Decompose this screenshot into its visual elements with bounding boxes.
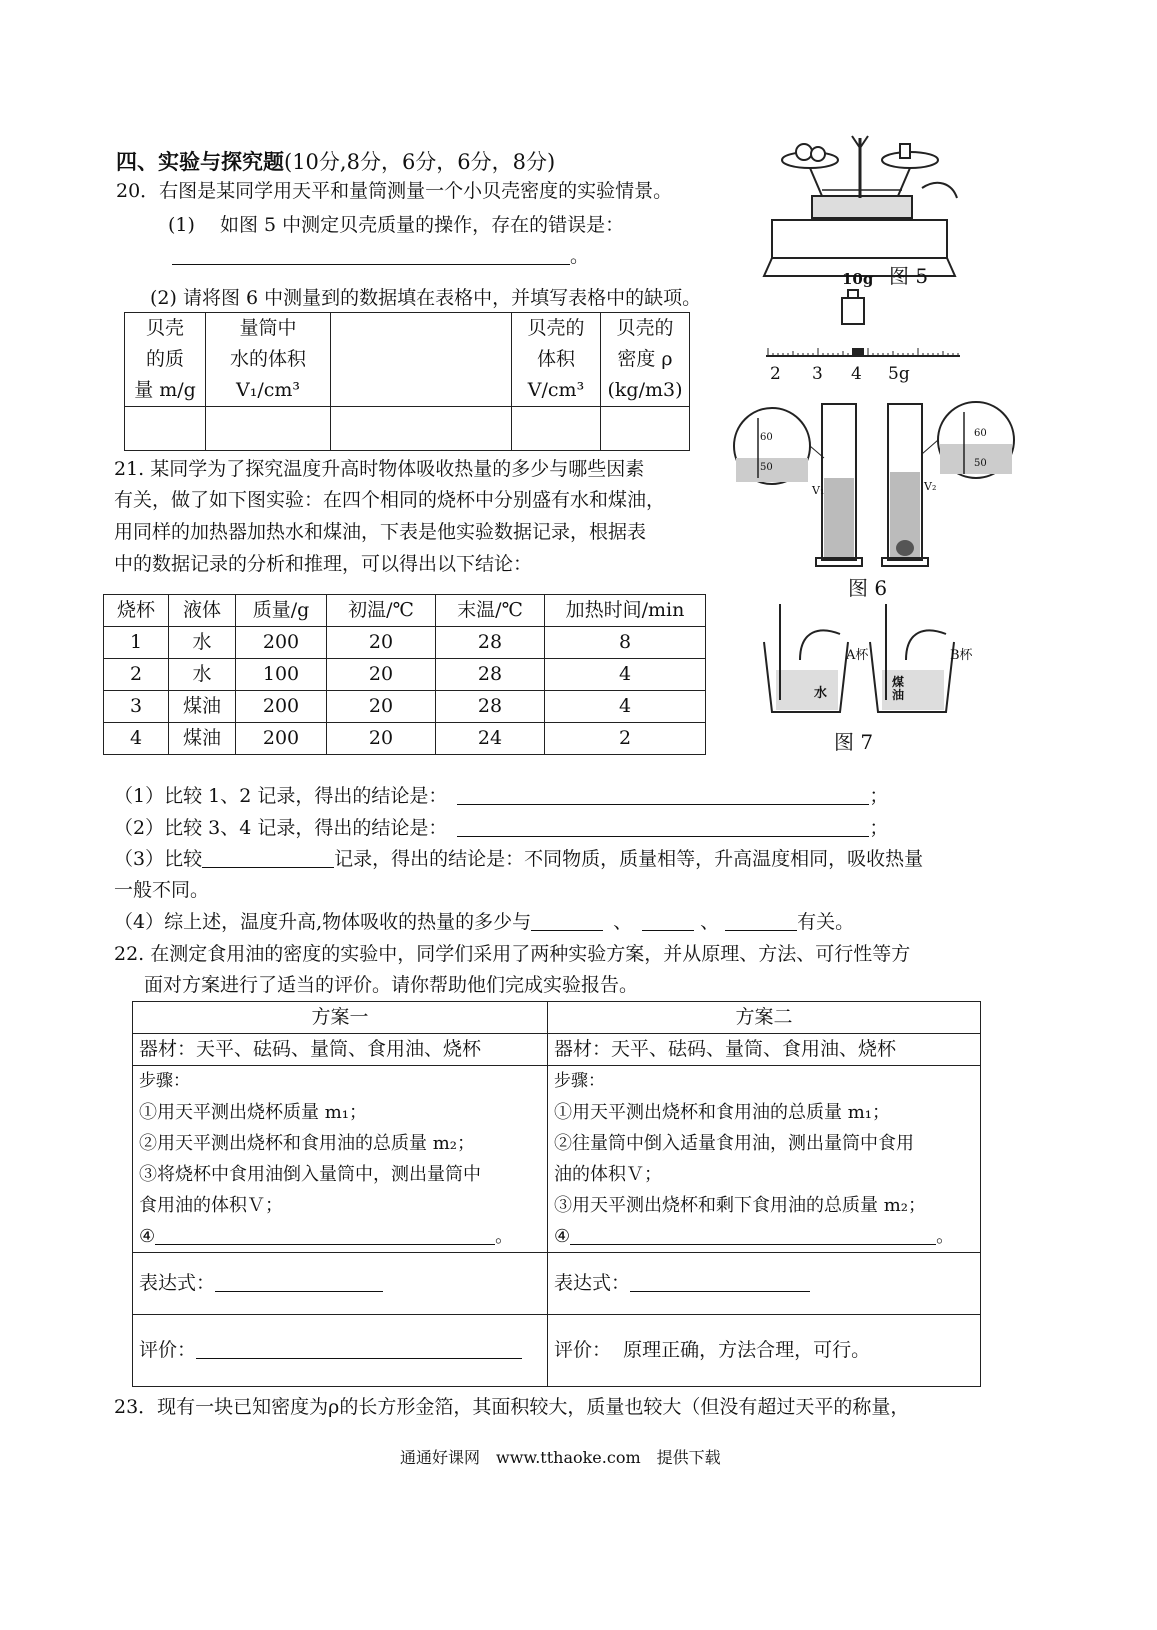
answer-blank[interactable] — [155, 1222, 495, 1245]
fig6-label: 图 6 — [848, 576, 888, 600]
beaker-a-liquid: 水 — [814, 686, 828, 701]
header-shell-mass: 贝壳 的质 量 m/g — [125, 313, 206, 407]
q21-c3-cont: 一般不同。 — [114, 879, 210, 901]
cell: 20 — [327, 723, 436, 755]
cell: 4 — [545, 659, 706, 691]
answer-blank[interactable] — [196, 1336, 522, 1359]
q22-intro-1: 22. 在测定食用油的密度的实验中，同学们采用了两种实验方案，并从原理、方法、可行性等方 — [114, 943, 911, 965]
header-shell-density: 贝壳的 密度 ρ (kg/m3) — [601, 313, 690, 407]
cyl-left-mark-60: 60 — [760, 432, 773, 443]
cell: 4 — [545, 691, 706, 723]
plan2-evaluation: 评价： 原理正确，方法合理，可行。 — [548, 1315, 981, 1387]
answer-blank[interactable] — [642, 908, 694, 931]
q20-shell-table — [124, 312, 690, 451]
answer-blank[interactable] — [172, 242, 570, 265]
section-points: (10分,8分，6分，6分，8分) — [284, 150, 556, 174]
scale-label-2: 2 — [770, 364, 781, 384]
cell: 4 — [104, 723, 169, 755]
v1-label: V₁ — [812, 484, 825, 497]
section-heading — [116, 146, 555, 176]
cell: 200 — [236, 723, 327, 755]
cell-input[interactable] — [206, 407, 331, 451]
cell: 100 — [236, 659, 327, 691]
plan1-evaluation: 评价： — [133, 1315, 548, 1387]
q20-part1-answer: 。 — [172, 240, 589, 272]
v2-label: V₂ — [924, 480, 937, 493]
cell: 煤油 — [169, 691, 236, 723]
q20-part2: (2) 请将图 6 中测量到的数据填在表格中，并填写表格中的缺项。 — [150, 287, 702, 309]
cell: 2 — [545, 723, 706, 755]
section-title: 四、实验与探究题 — [116, 150, 284, 174]
q20-part1: (1) 如图 5 中测定贝壳质量的操作，存在的错误是： — [168, 214, 625, 236]
cell-input[interactable] — [331, 407, 512, 451]
answer-blank[interactable] — [630, 1269, 810, 1292]
cell: 200 — [236, 627, 327, 659]
cell: 28 — [436, 659, 545, 691]
col-header: 末温/℃ — [436, 595, 545, 627]
cell: 28 — [436, 627, 545, 659]
plan1-materials: 器材：天平、砝码、量筒、食用油、烧杯 — [133, 1034, 548, 1066]
plan2-steps: 步骤： ①用天平测出烧杯和食用油的总质量 m₁； ②往量筒中倒入适量食用油，测出量筒中食用 油的体积Ｖ； ③用天平测出烧杯和剩下食用油的总质量 m₂； ④ 。 — [548, 1066, 981, 1253]
plan2-expression: 表达式： — [548, 1253, 981, 1315]
q21-intro-3: 用同样的加热器加热水和煤油，下表是他实验数据记录，根据表 — [114, 521, 647, 543]
cell-input[interactable] — [601, 407, 690, 451]
cyl-right-mark-60: 60 — [974, 428, 987, 439]
cyl-right-mark-50: 50 — [974, 458, 987, 469]
answer-blank[interactable] — [725, 908, 797, 931]
beaker-b-label: B杯 — [950, 648, 973, 663]
ruler-scale — [764, 344, 964, 366]
table-row — [104, 723, 706, 755]
q21-intro-4: 中的数据记录的分析和推理，可以得出以下结论： — [114, 553, 533, 575]
cell: 2 — [104, 659, 169, 691]
q20-intro: 20．右图是某同学用天平和量筒测量一个小贝壳密度的实验情景。 — [116, 180, 673, 202]
q21-intro-1: 21. 某同学为了探究温度升高时物体吸收热量的多少与哪些因素 — [114, 458, 645, 480]
weight-label: 10g — [842, 270, 874, 288]
cell: 200 — [236, 691, 327, 723]
answer-blank[interactable] — [202, 845, 334, 868]
fig5-label: 图 5 — [889, 264, 929, 288]
col-header: 加热时间/min — [545, 595, 706, 627]
cell-input[interactable] — [125, 407, 206, 451]
weight-icon — [838, 288, 868, 328]
col-header: 质量/g — [236, 595, 327, 627]
answer-blank[interactable] — [215, 1269, 383, 1292]
plan2-title: 方案二 — [548, 1002, 981, 1034]
beaker-b-liquid: 煤油 — [892, 675, 905, 702]
cell: 3 — [104, 691, 169, 723]
cell: 20 — [327, 659, 436, 691]
scale-label-3: 3 — [812, 364, 823, 384]
footer-text: 通通好课网 www.tthaoke.com 提供下载 — [400, 1448, 721, 1467]
cell: 20 — [327, 691, 436, 723]
q21-intro-2: 有关，做了如下图实验：在四个相同的烧杯中分别盛有水和煤油， — [114, 489, 666, 511]
cell: 20 — [327, 627, 436, 659]
q22-report-table — [132, 1001, 981, 1387]
cylinders-figure — [730, 398, 1020, 570]
q21-c1: （1）比较 1、2 记录，得出的结论是： ； — [114, 780, 888, 812]
cell: 24 — [436, 723, 545, 755]
cell: 水 — [169, 627, 236, 659]
q23-text: 23．现有一块已知密度为ρ的长方形金箔，其面积较大，质量也较大（但没有超过天平的称量， — [114, 1396, 910, 1418]
scale-label-5g: 5g — [888, 364, 910, 384]
cell: 1 — [104, 627, 169, 659]
q21-c3: （3）比较 记录，得出的结论是：不同物质，质量相等，升高温度相同，吸收热量 — [114, 843, 923, 875]
q21-data-table — [103, 594, 706, 755]
scale-label-4: 4 — [851, 364, 862, 384]
answer-blank[interactable] — [570, 1222, 936, 1245]
cell-input[interactable] — [512, 407, 601, 451]
beaker-a-label: A杯 — [846, 648, 869, 663]
balance-figure — [762, 128, 982, 288]
q21-c2: （2）比较 3、4 记录，得出的结论是： ； — [114, 812, 888, 844]
answer-blank[interactable] — [457, 782, 869, 805]
plan1-expression: 表达式： — [133, 1253, 548, 1315]
plan1-steps: 步骤： ①用天平测出烧杯质量 m₁； ②用天平测出烧杯和食用油的总质量 m₂； ③将烧杯中食用油倒入量筒中，测出量筒中 食用油的体积Ｖ； ④ 。 — [133, 1066, 548, 1253]
answer-blank[interactable] — [531, 908, 603, 931]
table-row — [104, 659, 706, 691]
cell: 8 — [545, 627, 706, 659]
col-header: 烧杯 — [104, 595, 169, 627]
cell: 28 — [436, 691, 545, 723]
col-header: 液体 — [169, 595, 236, 627]
q21-c4: （4）综上述，温度升高,物体吸收的热量的多少与 、 、 有关。 — [114, 906, 854, 938]
cell: 水 — [169, 659, 236, 691]
header-missing[interactable] — [331, 313, 512, 407]
plan2-materials: 器材：天平、砝码、量筒、食用油、烧杯 — [548, 1034, 981, 1066]
header-shell-volume: 贝壳的 体积 V/cm³ — [512, 313, 601, 407]
table-row — [104, 627, 706, 659]
q22-intro-2: 面对方案进行了适当的评价。请你帮助他们完成实验报告。 — [144, 974, 639, 996]
answer-blank[interactable] — [457, 814, 869, 837]
col-header: 初温/℃ — [327, 595, 436, 627]
header-water-volume: 量筒中 水的体积 V₁/cm³ — [206, 313, 331, 407]
cell: 煤油 — [169, 723, 236, 755]
table-row — [104, 691, 706, 723]
cyl-left-mark-50: 50 — [760, 462, 773, 473]
plan1-title: 方案一 — [133, 1002, 548, 1034]
fig7-label: 图 7 — [834, 730, 874, 754]
